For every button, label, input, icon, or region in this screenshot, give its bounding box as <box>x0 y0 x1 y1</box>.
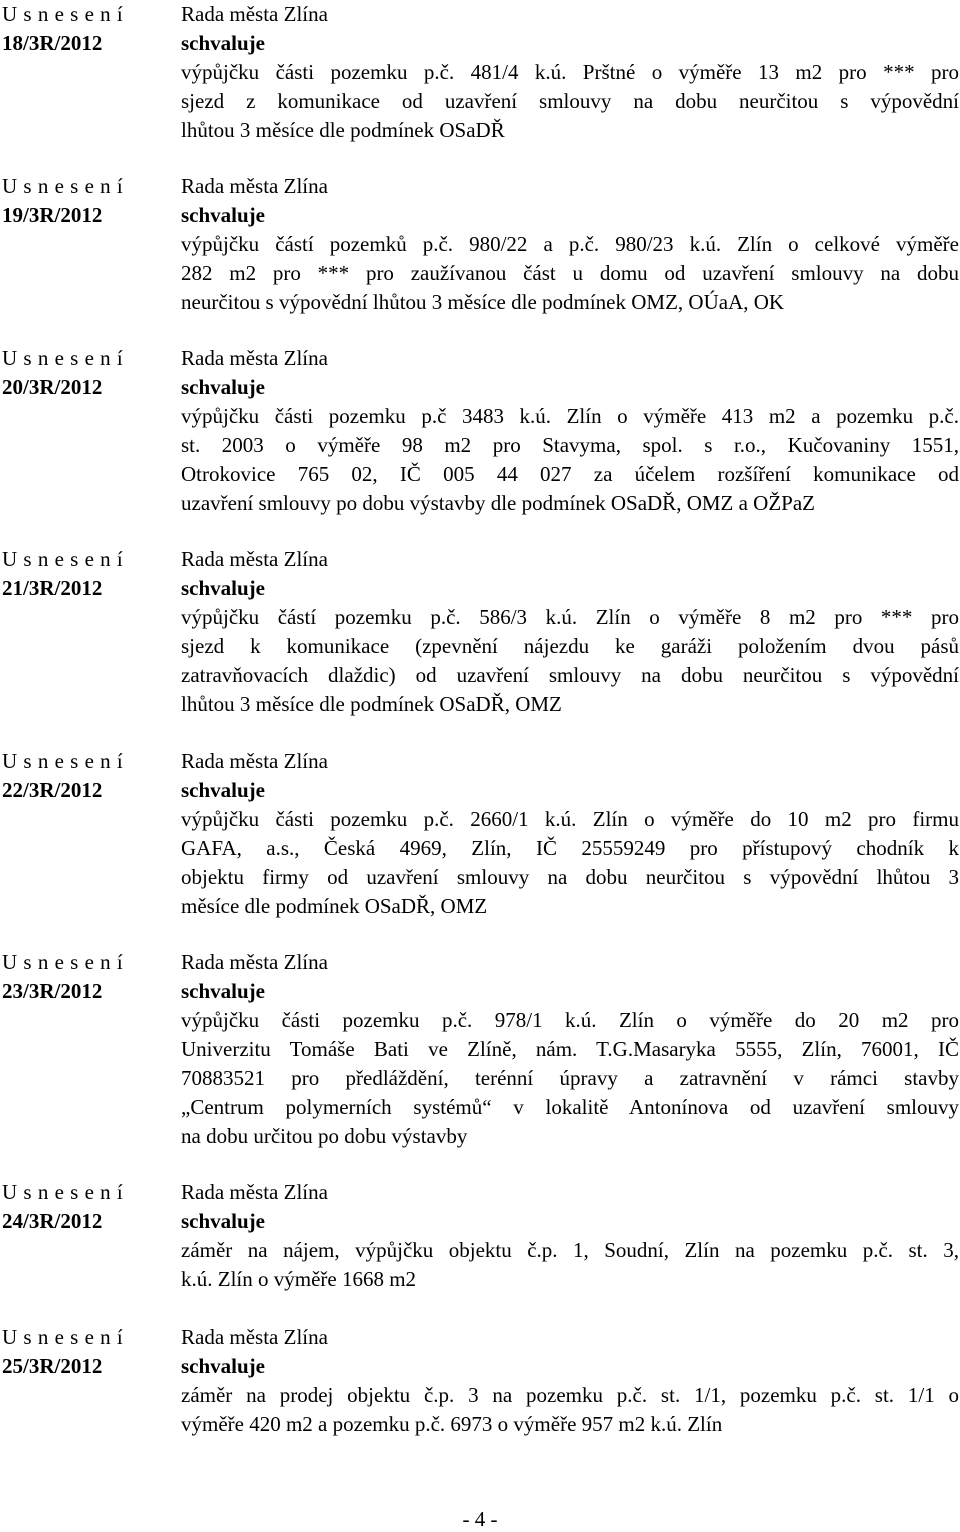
resolution-action: schvaluje <box>181 203 265 227</box>
resolution-content <box>181 0 959 145</box>
resolution-text-line: Otrokovice 765 02, IČ 005 44 027 za účelem rozšíření komunikace od <box>181 462 959 486</box>
resolution-header <box>2 0 172 58</box>
resolution-content <box>181 545 959 719</box>
resolution-label: U s n e s e n í <box>2 547 124 571</box>
resolution-text-line: výpůjčku částí pozemku p.č. 586/3 k.ú. Zlín o výměře 8 m2 pro *** pro <box>181 605 959 629</box>
resolution-action: schvaluje <box>181 778 265 802</box>
resolution-number: 19/3R/2012 <box>2 203 103 227</box>
resolution-header <box>2 747 172 805</box>
resolution-text-line: sjezd k komunikace (zpevnění nájezdu ke garáži položením dvou pásů <box>181 634 959 658</box>
resolution-header <box>2 545 172 603</box>
resolution-action: schvaluje <box>181 31 265 55</box>
resolution-text-line: výpůjčku části pozemku p.č 3483 k.ú. Zlín o výměře 413 m2 a pozemku p.č. <box>181 404 959 428</box>
resolution-content <box>181 1323 959 1439</box>
resolution-text-line: Univerzitu Tomáše Bati ve Zlíně, nám. T.G.Masaryka 5555, Zlín, 76001, IČ <box>181 1037 959 1061</box>
resolution-number: 24/3R/2012 <box>2 1209 103 1233</box>
resolution-header <box>2 1178 172 1236</box>
resolution-text-line: výpůjčku části pozemku p.č. 2660/1 k.ú. Zlín o výměře do 10 m2 pro firmu <box>181 807 959 831</box>
resolution-action: schvaluje <box>181 576 265 600</box>
resolution-text-line: GAFA, a.s., Česká 4969, Zlín, IČ 25559249 pro přístupový chodník k <box>181 836 959 860</box>
page-number: - 4 - <box>462 1507 498 1531</box>
resolution-number: 25/3R/2012 <box>2 1354 103 1378</box>
resolution-action: schvaluje <box>181 1209 265 1233</box>
resolution-label: U s n e s e n í <box>2 749 124 773</box>
resolution-label: U s n e s e n í <box>2 1180 124 1204</box>
resolution-content <box>181 948 959 1151</box>
resolution-text-line: výpůjčku částí pozemků p.č. 980/22 a p.č. 980/23 k.ú. Zlín o celkové výměře <box>181 232 959 256</box>
resolution-header <box>2 172 172 230</box>
resolution-text-line: výpůjčku části pozemku p.č. 978/1 k.ú. Zlín o výměře do 20 m2 pro <box>181 1008 959 1032</box>
resolution-action: schvaluje <box>181 979 265 1003</box>
resolution-text-line: k.ú. Zlín o výměře 1668 m2 <box>181 1267 417 1291</box>
council-name: Rada města Zlína <box>181 950 328 974</box>
council-name: Rada města Zlína <box>181 174 328 198</box>
resolution-text-line: uzavření smlouvy po dobu výstavby dle podmínek OSaDŘ, OMZ a OŽPaZ <box>181 491 815 515</box>
resolution-text-line: lhůtou 3 měsíce dle podmínek OSaDŘ <box>181 118 505 142</box>
resolution-text-line: lhůtou 3 měsíce dle podmínek OSaDŘ, OMZ <box>181 692 562 716</box>
resolution-text-line: sjezd z komunikace od uzavření smlouvy na dobu neurčitou s výpovědní <box>181 89 959 113</box>
council-name: Rada města Zlína <box>181 1180 328 1204</box>
council-name: Rada města Zlína <box>181 749 328 773</box>
resolution-label: U s n e s e n í <box>2 2 124 26</box>
resolution-number: 18/3R/2012 <box>2 31 103 55</box>
resolution-text-line: zatravňovacích dlaždic) od uzavření smlouvy na dobu neurčitou s výpovědní <box>181 663 959 687</box>
resolution-text-line: výměře 420 m2 a pozemku p.č. 6973 o výměře 957 m2 k.ú. Zlín <box>181 1412 723 1436</box>
resolution-text-line: 282 m2 pro *** pro zaužívanou část u domu od uzavření smlouvy na dobu <box>181 261 959 285</box>
resolution-text-line: výpůjčku části pozemku p.č. 481/4 k.ú. Prštné o výměře 13 m2 pro *** pro <box>181 60 959 84</box>
resolution-text-line: měsíce dle podmínek OSaDŘ, OMZ <box>181 894 488 918</box>
resolution-text-line: st. 2003 o výměře 98 m2 pro Stavyma, spol. s r.o., Kučovaniny 1551, <box>181 433 959 457</box>
council-name: Rada města Zlína <box>181 547 328 571</box>
resolution-label: U s n e s e n í <box>2 1325 124 1349</box>
resolution-header <box>2 344 172 402</box>
resolution-content <box>181 172 959 317</box>
resolution-text-line: záměr na nájem, výpůjčku objektu č.p. 1, Soudní, Zlín na pozemku p.č. st. 3, <box>181 1238 959 1262</box>
council-name: Rada města Zlína <box>181 1325 328 1349</box>
resolution-text-line: záměr na prodej objektu č.p. 3 na pozemku p.č. st. 1/1, pozemku p.č. st. 1/1 o <box>181 1383 959 1407</box>
resolution-header <box>2 948 172 1006</box>
resolution-content <box>181 344 959 518</box>
resolution-text-line: neurčitou s výpovědní lhůtou 3 měsíce dle podmínek OMZ, OÚaA, OK <box>181 290 785 314</box>
resolution-number: 21/3R/2012 <box>2 576 103 600</box>
resolution-label: U s n e s e n í <box>2 174 124 198</box>
resolution-text-line: 70883521 pro předláždění, terénní úpravy a zatravnění v rámci stavby <box>181 1066 959 1090</box>
resolution-number: 22/3R/2012 <box>2 778 103 802</box>
resolution-action: schvaluje <box>181 1354 265 1378</box>
resolution-text-line: na dobu určitou po dobu výstavby <box>181 1124 468 1148</box>
resolution-text-line: „Centrum polymerních systémů“ v lokalitě Antonínova od uzavření smlouvy <box>181 1095 959 1119</box>
resolution-content <box>181 747 959 921</box>
resolution-number: 20/3R/2012 <box>2 375 103 399</box>
resolution-action: schvaluje <box>181 375 265 399</box>
council-name: Rada města Zlína <box>181 2 328 26</box>
resolution-header <box>2 1323 172 1381</box>
council-name: Rada města Zlína <box>181 346 328 370</box>
resolution-text-line: objektu firmy od uzavření smlouvy na dobu neurčitou s výpovědní lhůtou 3 <box>181 865 959 889</box>
resolution-label: U s n e s e n í <box>2 346 124 370</box>
resolution-label: U s n e s e n í <box>2 950 124 974</box>
resolution-content <box>181 1178 959 1294</box>
resolution-number: 23/3R/2012 <box>2 979 103 1003</box>
